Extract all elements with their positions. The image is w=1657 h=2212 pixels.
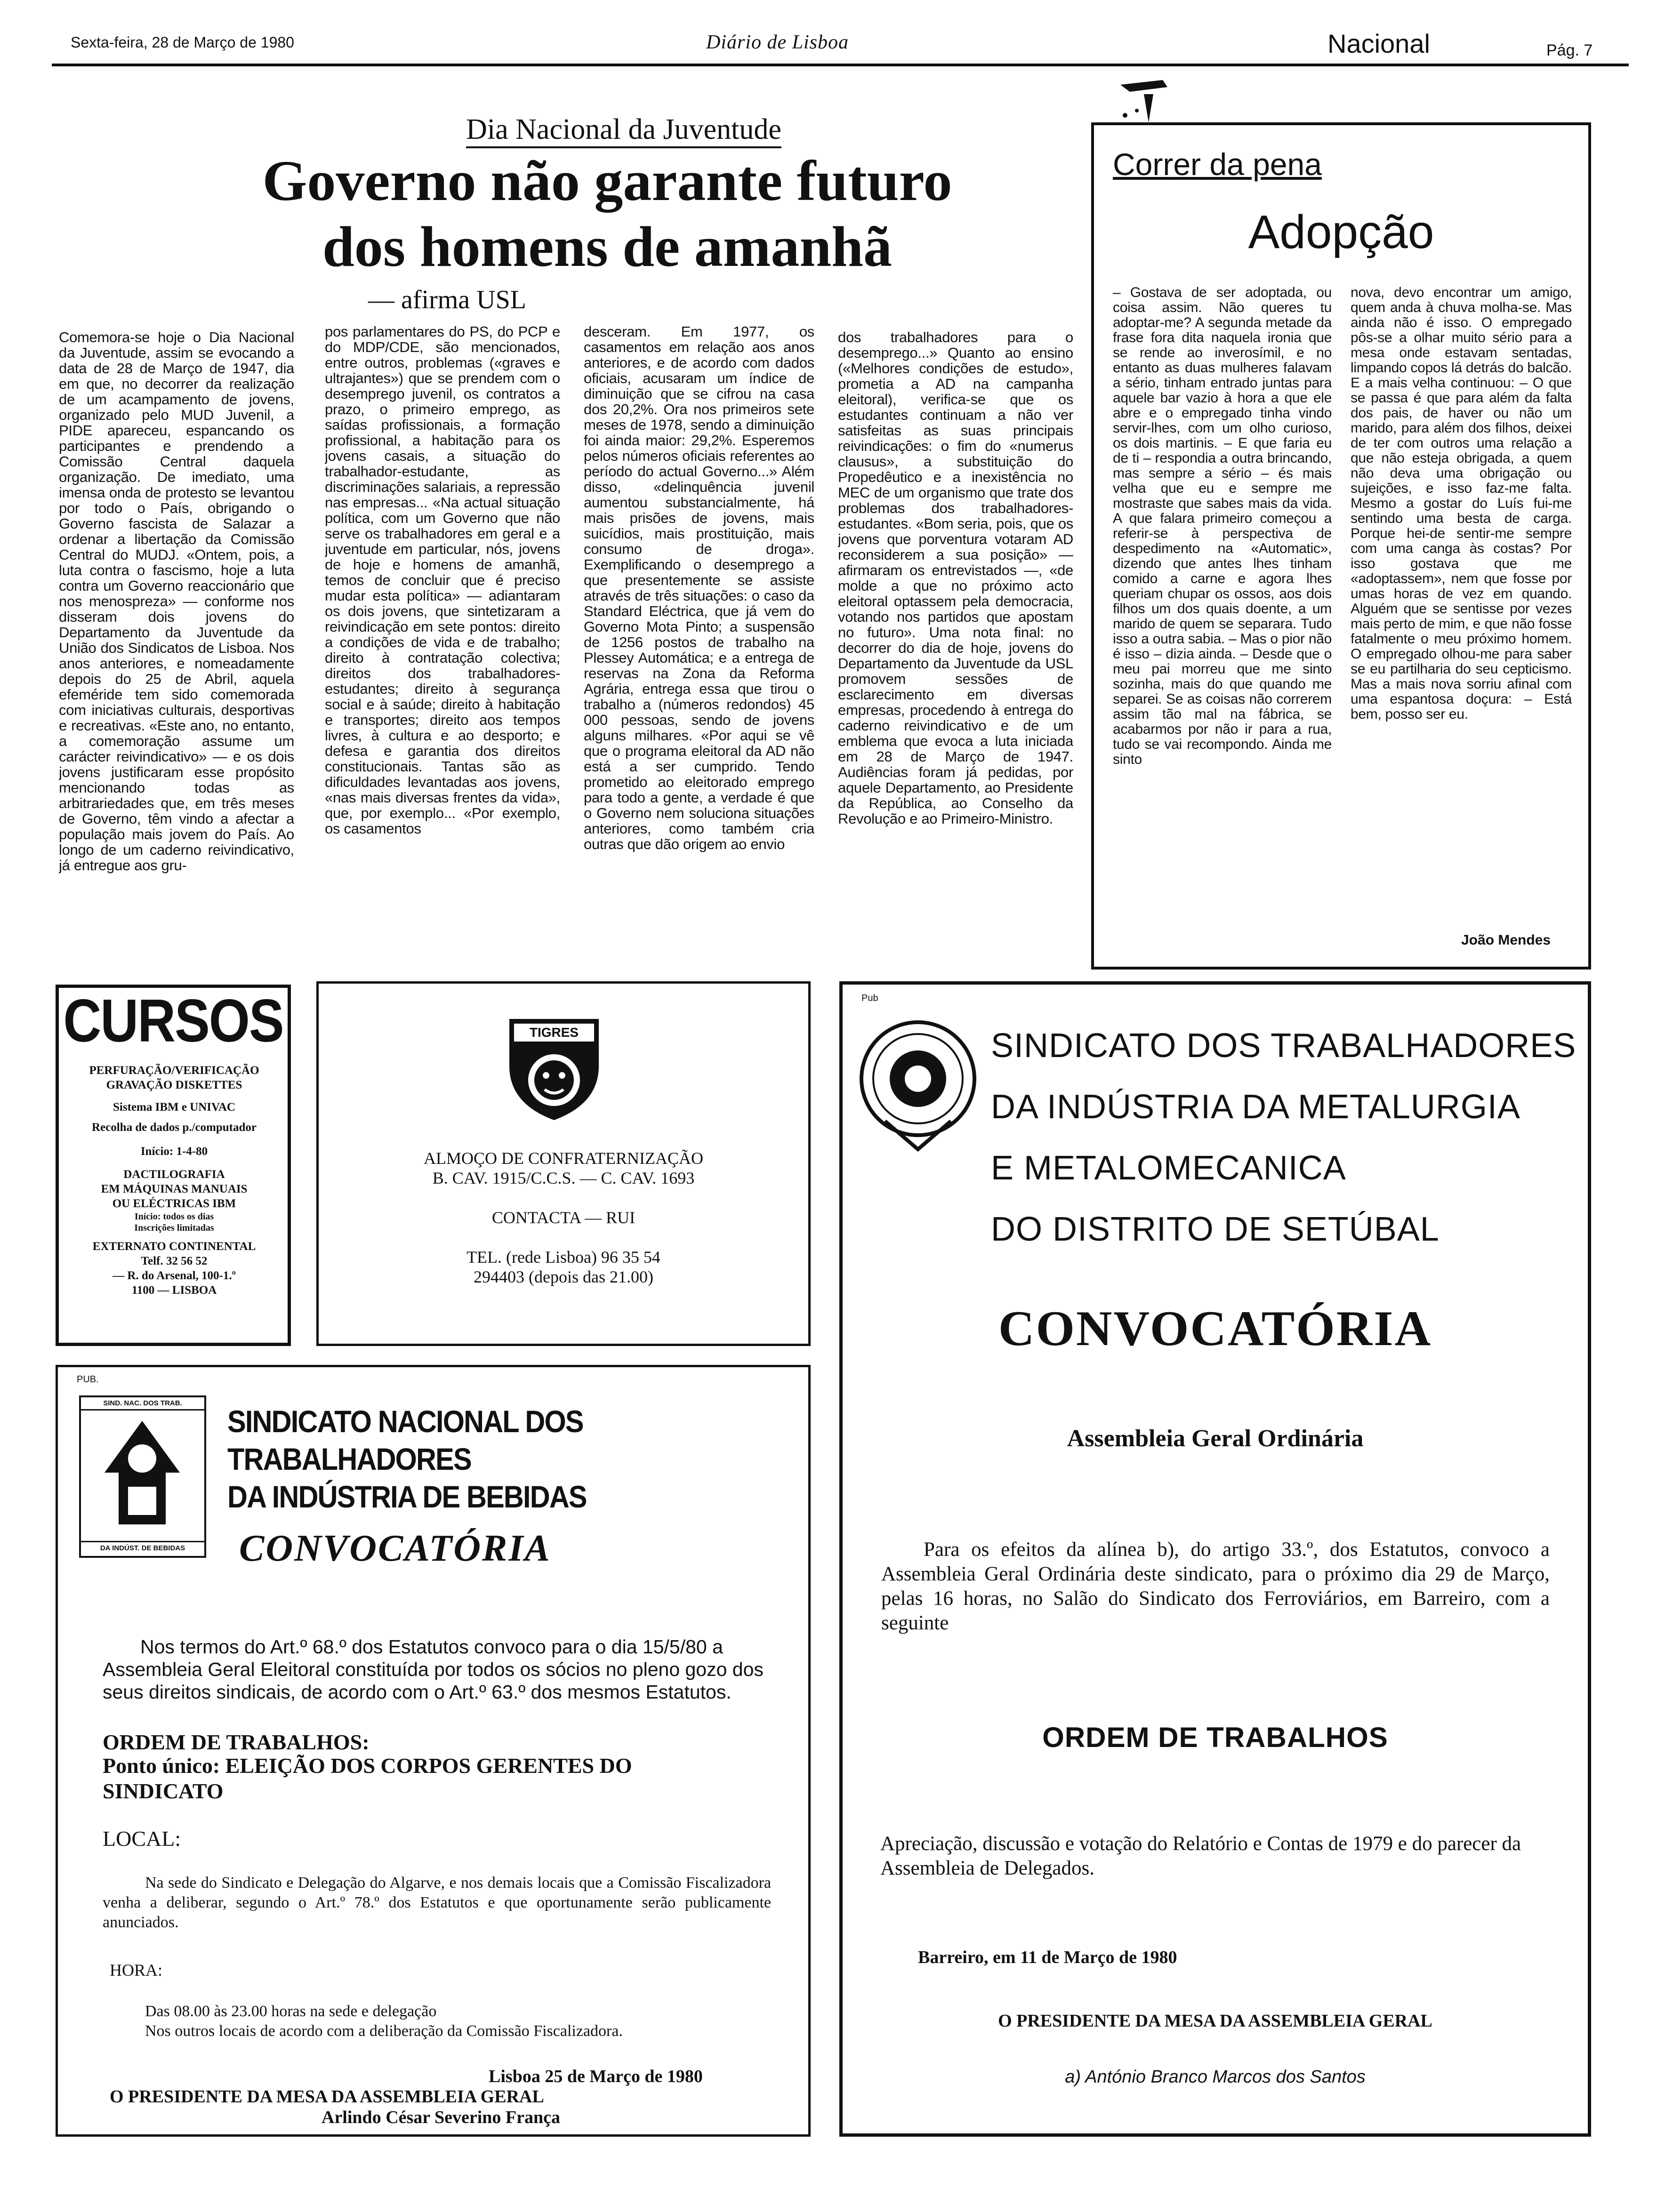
almoco-tel-1: TEL. (rede Lisboa) 96 35 54 xyxy=(467,1248,660,1266)
cursos-line: GRAVAÇÃO DISKETTES xyxy=(106,1079,242,1091)
cursos-line: — R. do Arsenal, 100-1.º xyxy=(113,1269,236,1282)
cursos-line: DACTILOGRAFIA xyxy=(123,1168,225,1181)
bebidas-president: O PRESIDENTE DA MESA DA ASSEMBLEIA GERAL xyxy=(110,2087,544,2107)
metal-org-name xyxy=(991,1015,1576,1260)
header-rule xyxy=(52,64,1629,66)
metal-org-line-3: E METALOMECANICA xyxy=(991,1149,1346,1187)
metal-body: Para os efeitos da alínea b), do artigo 33.º, dos Estatutos, convoco a Assembleia Geral Ordinária deste sindicato, para o próximo dia 29 de Março, pelas 16 horas, no Salão do Sindicato dos Ferroviários, em Barreiro, com a seguinte xyxy=(881,1539,1550,1634)
cursos-line: Telf. 32 56 52 xyxy=(141,1255,208,1267)
bebidas-hora-line-1: Das 08.00 às 23.00 horas na sede e delegação xyxy=(145,2003,437,2020)
pen-drawing xyxy=(1111,71,1177,127)
cursos-lines xyxy=(64,1063,285,1298)
bebidas-org-name xyxy=(227,1403,750,1515)
cursos-line: PERFURAÇÃO/VERIFICAÇÃO xyxy=(89,1064,259,1077)
kicker-text: Dia Nacional da Juventude xyxy=(466,113,781,148)
column-piece-col-2: nova, devo encontrar um amigo, quem anda à chuva molha-se. Mas ainda não é isso. O empregado pôs-se a olhar muito sério para a mesa onde estavam sentadas, limpando copos lá detrás do balcão. E a mais velha continuou: – O que se passa é que para além da falta dos pais, de haver ou não um marido, para além dos filhos, deixei de ter com outros uma relação a que não esteja obrigada, a quem não deva uma obrigação ou sujeições, e isso faz-me falta. Mesmo a gostar do Luís fui-me sentindo uma besta de carga. Porque hei-de sentir-me sempre com uma canga às costas? Por isso gostava que me «adoptassem», nem que fosse por umas horas de vez em quando. Alguém que se sentisse por vezes mais perto de mim, e que não fosse fatalmente o meu próximo homem. O empregado olhou-me para saber se eu partilharia do seu cepticismo. Mas a mais nova sorriu afinal com uma espantosa doçura: – Está bem, posso ser eu. xyxy=(1351,285,1572,722)
metal-agenda: Apreciação, discussão e votação do Relatório e Contas de 1979 e do parecer da Assembleia de Delegados. xyxy=(880,1833,1521,1879)
bebidas-local-label: LOCAL: xyxy=(103,1827,181,1851)
article-headline xyxy=(66,148,1149,280)
tigres-badge-text: TIGRES xyxy=(529,1025,579,1040)
cursos-line: Início: 1-4-80 xyxy=(140,1145,208,1158)
article-column-3: desceram. Em 1977, os casamentos em relação aos anos anteriores, e de acordo com dados oficiais, acusaram um índice de diminuição que se cifrou na casa dos 20,2%. Ora nos primeiros sete meses de 1978, sendo a diminuição foi ainda maior: 29,2%. Esperemos pelos números oficiais referentes ao período do actual Governo...» Além disso, «delinquência juvenil aumentou substancialmente, há mais prisões de jovens, mais suicídios, mais prostituição, mais consumo de droga». Exemplificando o desemprego a que presentemente se assiste através de três situações: o caso da Standard Eléctrica, que já vem do Governo Mota Pinto; a suspensão de 1256 postos de trabalho na Plessey Automática; e a entrega de reservas na Zona da Reforma Agrária, entrega essa que tirou o trabalho a (números redondos) 45 000 pessoas, sendo de jovens alguns milhares. «Por aqui se vê que o programa eleitoral da AD não está a ser cumprido. Tendo prometido ao eleitorado emprego para todo a gente, a verdade é que o Governo nem soluciona situações anteriores, como também cria outras que dão origem ao envio xyxy=(584,324,814,852)
headline-line-2: dos homens de amanhã xyxy=(322,215,893,279)
column-piece-box xyxy=(1091,122,1591,970)
bebidas-logo xyxy=(79,1395,206,1558)
bebidas-hora-label: HORA: xyxy=(110,1961,163,1980)
cursos-line: EM MÁQUINAS MANUAIS xyxy=(101,1183,248,1195)
metal-signature: a) António Branco Marcos dos Santos xyxy=(1065,2067,1366,2087)
page-number: Pág. 7 xyxy=(1546,41,1593,59)
cursos-line: Sistema IBM e UNIVAC xyxy=(113,1101,235,1114)
column-title: Adopção xyxy=(1248,206,1434,258)
almoco-line-1: ALMOÇO DE CONFRATERNIZAÇÃO xyxy=(423,1149,704,1168)
bebidas-logo-bottom: DA INDÚST. DE BEBIDAS xyxy=(81,1541,204,1552)
ad-bebidas xyxy=(56,1365,811,2137)
article-column-1: Comemora-se hoje o Dia Nacional da Juventude, assim se evocando a data de 28 de Março de 1947, dia em que, no decorrer da realização de um acampamento de jovens, organizado pelo MUD Juvenil, a PIDE apareceu, espancando os participantes e prendendo a Comissão Central daquela organização. De imediato, uma imensa onda de protesto se levantou por todo o País, obrigando o Governo fascista de Salazar a ordenar a libertação da Comissão Central do MUDJ. «Ontem, pois, a luta contra o fascismo, hoje a luta contra um Governo reaccionário que nos menospreza» — conforme nos disseram dois jovens do Departamento da Juventude da União dos Sindicatos de Lisboa. Nos anos anteriores, e nomeadamente depois do 25 de Abril, aquela efeméride tem sido comemorada com iniciativas culturais, desportivas e recreativas. «Este ano, no entanto, a comemoração assume um carácter reivindicativo» — e os dois jovens justificaram esse propósito mencionando todas as arbitrariedades que, em três meses de Governo, têm vindo a afectar a população mais jovem do País. Ao longo de um caderno reivindicativo, já entregue aos gru- xyxy=(59,329,294,874)
metal-org-line-2: DA INDÚSTRIA DA METALURGIA xyxy=(991,1088,1520,1126)
bebidas-name: Arlindo César Severino França xyxy=(322,2108,560,2127)
almoco-contact: CONTACTA — RUI xyxy=(491,1208,635,1227)
section-title: Nacional xyxy=(1327,29,1430,58)
paper-name: Diário de Lisboa xyxy=(706,32,849,53)
bebidas-org-line-2: DA INDÚSTRIA DE BEBIDAS xyxy=(227,1479,587,1514)
cursos-line: EXTERNATO CONTINENTAL xyxy=(92,1240,256,1253)
bebidas-date: Lisboa 25 de Março de 1980 xyxy=(489,2067,703,2086)
ad-almoco xyxy=(316,981,811,1346)
metal-pub-label: Pub xyxy=(861,993,878,1003)
metal-assembly: Assembleia Geral Ordinária xyxy=(1067,1425,1364,1452)
article-byline: — afirma USL xyxy=(368,285,526,314)
bebidas-convocatoria: CONVOCATÓRIA xyxy=(239,1528,551,1569)
cursos-title: CURSOS xyxy=(63,986,283,1055)
ad-metalurgia xyxy=(839,981,1591,2137)
metal-union-logo-icon xyxy=(857,1013,979,1154)
bebidas-body: Nos termos do Art.º 68.º dos Estatutos convoco para o dia 15/5/80 a Assembleia Geral Eleitoral constituída por todos os sócios no pleno gozo dos seus direitos sindicais, de acordo com o Art.º 63.º dos mesmos Estatutos. xyxy=(103,1636,764,1703)
cursos-line: Início: todos os dias xyxy=(134,1211,214,1222)
column-piece-col-1: – Gostava de ser adoptada, ou coisa assim. Não queres tu adoptar-me? A segunda metade da frase fora dita naquela ironia que se rende ao inverosímil, e no entanto as duas mulheres falavam a sério, tinham entrado juntas para aquele bar vazio à hora a que ele abre e o empregado tinha vindo servir-lhes, com um olho curioso, os dois martinis. – E que faria eu de ti – respondia a outra brincando, mas sempre a sério – és mais velha que eu e sempre me mostraste que sabes mais da vida. A que falara primeiro começou a referir-se à perspectiva de despedimento na «Automatic», dizendo que antes lhes tinham comido a carne e agora lhes queriam chupar os ossos, aos dois filhos um dos quais doente, a um marido de quem se separara. Tudo isso a outra sabia. – Mas o pior não é isso – dizia ainda. – Desde que o meu pai morreu que me sinto sozinha, mais do que quando me separei. Se as coisas não correrem assim tão mal na fábrica, se acabarmos por não ir para a rua, tudo se vai recompondo. Ainda me sinto xyxy=(1113,285,1332,767)
bebidas-ordem: ORDEM DE TRABALHOS: xyxy=(103,1730,370,1754)
bebidas-hora-line-2: Nos outros locais de acordo com a deliberação da Comissão Fiscalizadora. xyxy=(145,2022,623,2040)
bebidas-org-line-1: SINDICATO NACIONAL DOS TRABALHADORES xyxy=(227,1404,583,1476)
cursos-line: 1100 — LISBOA xyxy=(131,1284,217,1297)
article-column-4: dos trabalhadores para o desemprego...» Quanto ao ensino («Melhores condições de estudo», prometia a AD na campanha eleitoral), verifica-se que os estudantes continuam a não ver satisfeitas as suas principais reivindicações: o fim do «numerus clausus», a substituição do Propedêutico e a inexistência no MEC de um organismo que trate dos problemas dos trabalhadores-estudantes. «Bom seria, pois, que os jovens que porventura votaram AD reconsiderem a sua posição» — afirmaram os entrevistados —, «de molde a que no próximo acto eleitoral optassem pela democracia, votando nos partidos que apostam no futuro». Uma nota final: no decorrer do dia de hoje, jovens do Departamento da Juventude da USL promovem sessões de esclarecimento em diversas empresas, procedendo à entrega do caderno reivindicativo e de um emblema que evoca a luta iniciada em 28 de Março de 1947. Audiências foram já pedidas, por aquele Departamento, ao Presidente da República, ao Conselho da Revolução e ao Primeiro-Ministro. xyxy=(838,329,1073,827)
metal-president: O PRESIDENTE DA MESA DA ASSEMBLEIA GERAL xyxy=(998,2011,1432,2031)
cursos-line: Inscrições limitadas xyxy=(134,1223,214,1233)
bebidas-local-text: Na sede do Sindicato e Delegação do Algarve, e nos demais locais que a Comissão Fiscalizadora venha a deliberar, segundo o Art.º 78.º dos Estatutos e que oportunamente serão publicamente anunciados. xyxy=(103,1874,771,1931)
metal-place-date: Barreiro, em 11 de Março de 1980 xyxy=(918,1948,1177,1967)
metal-convocatoria: CONVOCATÓRIA xyxy=(998,1301,1432,1356)
bebidas-ponto: Ponto único: ELEIÇÃO DOS CORPOS GERENTES DO SINDICATO xyxy=(103,1754,632,1803)
bebidas-logo-top: SIND. NAC. DOS TRAB. xyxy=(81,1399,204,1411)
cursos-line: Recolha de dados p./computador xyxy=(91,1121,257,1134)
bebidas-pub-label: PUB. xyxy=(77,1374,99,1385)
column-author: João Mendes xyxy=(1461,932,1551,948)
almoco-tel-2: 294403 (depois das 21.00) xyxy=(474,1267,653,1286)
column-rubric: Correr da pena xyxy=(1113,147,1322,182)
metal-ordem: ORDEM DE TRABALHOS xyxy=(1042,1722,1388,1753)
cursos-line: OU ELÉCTRICAS IBM xyxy=(112,1197,236,1210)
metal-org-line-1: SINDICATO DOS TRABALHADORES xyxy=(991,1027,1577,1065)
headline-line-1: Governo não garante futuro xyxy=(262,149,952,213)
article-kicker xyxy=(330,113,918,146)
page-date: Sexta-feira, 28 de Março de 1980 xyxy=(71,34,294,51)
ad-cursos xyxy=(56,985,291,1346)
almoco-text xyxy=(319,1148,808,1287)
bebidas-emblem-icon xyxy=(95,1416,189,1534)
article-column-2: pos parlamentares do PS, do PCP e do MDP/CDE, são mencionados, entre outros, problemas («graves e ultrajantes») que se prendem com o desemprego juvenil, os contratos a prazo, o primeiro emprego, as saídas profissionais, a formação profissional, a habitação para os jovens casais, a situação do trabalhador-estudante, as discriminações salariais, a repressão nas empresas... «Na actual situação política, com um Governo que não serve os trabalhadores em geral e a juventude em particular, nós, jovens de hoje e homens de amanhã, temos de concluir que é preciso mudar esta política» — adiantaram os dois jovens, que sintetizaram a reivindicação em sete pontos: direito a condições de vida e de trabalho; direito à contratação colectiva; direitos dos trabalhadores-estudantes; direito à segurança social e à saúde; direito à habitação e transportes; direito aos tempos livres, à cultura e ao desporto; e defesa e garantia dos direitos constitucionais. Tantas são as dificuldades levantadas aos jovens, «nas mais diversas frentes da vida», que, por exemplo... «Por exemplo, os casamentos xyxy=(325,324,560,837)
tigres-badge-icon xyxy=(505,1010,603,1122)
almoco-line-2: B. CAV. 1915/C.C.S. — C. CAV. 1693 xyxy=(432,1169,695,1187)
metal-org-line-4: DO DISTRITO DE SETÚBAL xyxy=(991,1210,1440,1248)
